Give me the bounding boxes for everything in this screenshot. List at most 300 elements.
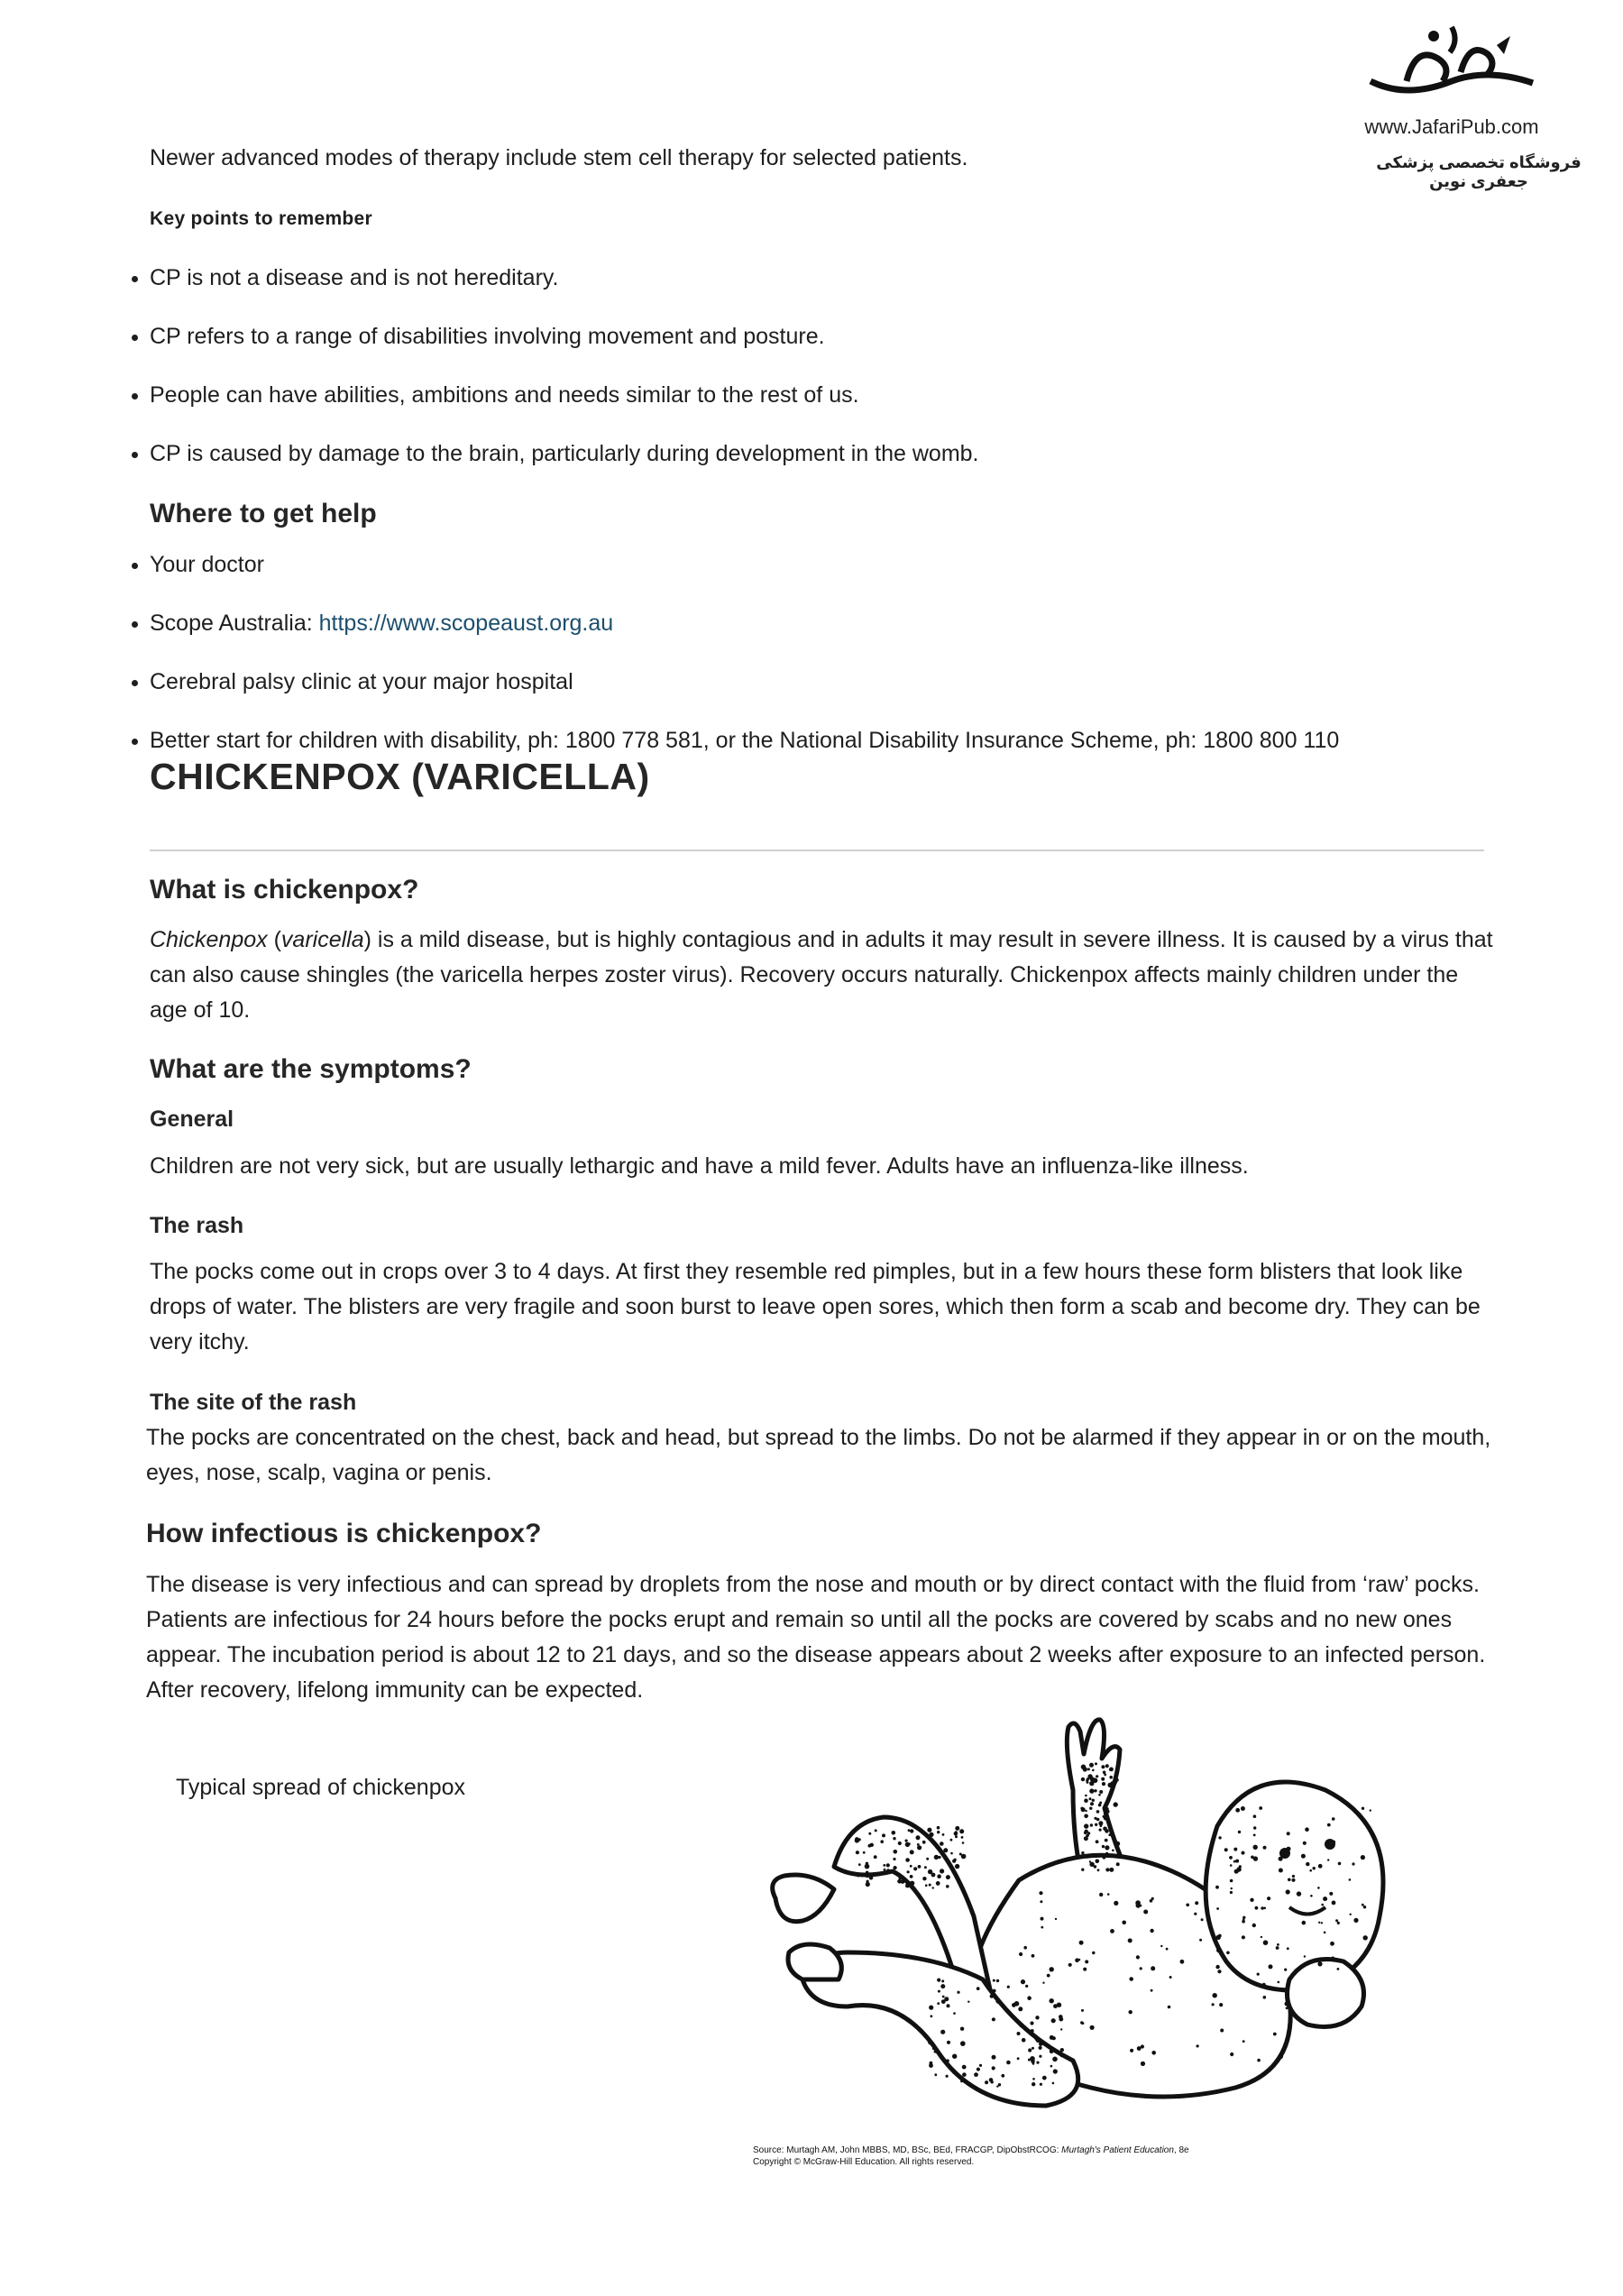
pock-dot: [1217, 1970, 1221, 1973]
pock-dot: [1021, 1979, 1025, 1984]
pock-dot: [910, 1881, 914, 1886]
pock-dot: [1096, 1860, 1100, 1864]
pock-dot: [1220, 2029, 1224, 2033]
pock-dot: [1238, 1831, 1241, 1833]
pock-dot: [1318, 1864, 1323, 1869]
pock-dot: [938, 1847, 940, 1850]
pock-dot: [1279, 1857, 1283, 1861]
pock-dot: [1086, 1834, 1089, 1838]
pock-dot: [934, 2051, 937, 2053]
pock-dot: [886, 1863, 890, 1867]
pock-dot: [1226, 1952, 1230, 1955]
pock-dot: [1253, 1845, 1258, 1850]
pock-dot: [942, 1996, 945, 1998]
pock-dot: [1031, 2029, 1034, 2033]
pock-dot: [1284, 1969, 1287, 1971]
pock-dot: [985, 2080, 988, 2084]
pock-dot: [946, 2059, 949, 2062]
pock-dot: [928, 1869, 932, 1874]
section-divider: [150, 850, 1484, 851]
pock-dot: [1105, 1868, 1109, 1871]
pock-dot: [1263, 1846, 1267, 1850]
pock-dot: [1252, 1924, 1256, 1927]
pock-dot: [1302, 1921, 1307, 1925]
pock-dot: [955, 1835, 958, 1838]
pock-dot: [1080, 2021, 1083, 2024]
pock-dot: [908, 1829, 911, 1832]
pock-dot: [886, 1869, 890, 1872]
pock-dot: [962, 2072, 967, 2077]
pock-dot: [1105, 1845, 1109, 1850]
pock-dot: [1292, 1875, 1295, 1878]
pock-dot: [1039, 1891, 1042, 1895]
pock-dot: [993, 1979, 995, 1982]
pock-dot: [1050, 2065, 1053, 2068]
pock-dot: [1115, 1841, 1120, 1846]
pock-dot: [1017, 2057, 1020, 2060]
pock-dot: [1261, 1906, 1264, 1910]
pock-dot: [1261, 1936, 1262, 1938]
pock-dot: [937, 1826, 940, 1830]
scope-link[interactable]: https://www.scopeaust.org.au: [318, 611, 614, 636]
pock-dot: [1100, 1824, 1103, 1827]
pock-dot: [884, 1869, 886, 1871]
pock-dot: [960, 2041, 966, 2046]
pock-dot: [1102, 1845, 1105, 1848]
pock-dot: [1098, 1794, 1101, 1796]
pock-dot: [1022, 2038, 1026, 2043]
pock-dot: [1034, 2036, 1039, 2041]
pock-dot: [1092, 1952, 1095, 1954]
pock-dot: [863, 1851, 866, 1854]
pock-dot: [1030, 2021, 1033, 2025]
pock-dot: [1018, 2007, 1022, 2011]
pock-dot: [1137, 2046, 1142, 2051]
pock-dot: [1233, 1848, 1237, 1851]
pock-dot: [1035, 2016, 1039, 2019]
pock-dot: [1099, 1829, 1102, 1832]
pock-dot: [1279, 2054, 1283, 2059]
term-chickenpox: Chickenpox: [150, 927, 268, 952]
pock-dot: [1361, 1855, 1365, 1860]
pock-dot: [1032, 2062, 1035, 2065]
pock-dot: [1288, 1878, 1291, 1882]
pock-dot: [1017, 2032, 1021, 2035]
pock-dot: [1089, 1788, 1094, 1793]
pock-dot: [1052, 2036, 1056, 2040]
pock-dot: [1060, 2028, 1062, 2030]
pock-dot: [1277, 1943, 1279, 1946]
pock-dot: [962, 1841, 965, 1844]
pock-dot: [1317, 1961, 1322, 1966]
pock-dot: [1105, 1829, 1109, 1833]
pock-dot: [977, 2068, 980, 2071]
pock-dot: [962, 2065, 967, 2070]
pock-dot: [1305, 1827, 1309, 1832]
pock-dot: [932, 1887, 934, 1888]
pock-dot: [1327, 1823, 1331, 1827]
pock-dot: [952, 2054, 957, 2059]
pock-dot: [1297, 1891, 1301, 1896]
pock-dot: [1081, 1777, 1085, 1781]
pock-dot: [1006, 2061, 1011, 2065]
pock-dot: [1267, 1896, 1270, 1900]
pock-dot: [1219, 2003, 1223, 2007]
pock-dot: [1309, 1869, 1312, 1872]
pock-dot: [1105, 1852, 1109, 1856]
pock-dot: [1213, 1993, 1217, 1998]
pock-dot: [916, 1835, 921, 1840]
pock-dot: [953, 2012, 956, 2015]
pock-dot: [1263, 1996, 1267, 1999]
pock-dot: [1370, 1809, 1371, 1811]
pock-dot: [1087, 1768, 1090, 1770]
pock-dot: [922, 1841, 926, 1844]
pock-dot: [1151, 2051, 1156, 2055]
pock-dot: [1105, 1839, 1108, 1842]
pock-dot: [1169, 1976, 1172, 1979]
pock-dot: [1128, 1938, 1132, 1942]
pock-dot: [1040, 1900, 1042, 1903]
pock-dot: [1101, 1777, 1105, 1781]
pock-dot: [952, 2071, 956, 2074]
rash-heading: The rash: [150, 1213, 244, 1238]
pock-dot: [1231, 1887, 1233, 1889]
pock-dot: [1151, 1989, 1153, 1992]
pock-dot: [901, 1880, 904, 1884]
pock-dot: [1092, 1799, 1095, 1802]
pock-dot: [1362, 1807, 1364, 1810]
pock-dot: [918, 1865, 922, 1869]
pock-dot: [954, 1832, 958, 1836]
pock-dot: [1054, 2051, 1056, 2053]
pock-dot: [1060, 2048, 1064, 2052]
pock-dot: [1368, 1943, 1372, 1948]
pock-dot: [1199, 1939, 1202, 1942]
pock-dot: [1304, 1955, 1306, 1957]
pock-dot: [1229, 1856, 1233, 1860]
pock-dot: [1329, 1892, 1333, 1896]
pock-dot: [955, 1826, 959, 1831]
pock-dot: [1032, 2078, 1035, 2080]
pock-dot: [929, 1884, 931, 1887]
pock-dot: [1317, 1887, 1320, 1889]
logo-tagline: فروشگاه تخصصی پزشکی جعفری نوین: [1376, 153, 1582, 190]
logo-url: www.JafariPub.com: [1364, 115, 1539, 138]
source-book: Murtagh's Patient Education: [1061, 2145, 1174, 2155]
pock-dot: [1089, 1763, 1094, 1768]
pock-dot: [1135, 1900, 1141, 1906]
pock-dot: [1186, 1904, 1189, 1907]
pock-dot: [1084, 1814, 1088, 1819]
pock-dot: [1129, 1977, 1133, 1981]
pock-dot: [1084, 1798, 1088, 1803]
pock-dot: [1114, 1802, 1118, 1806]
source-line: [753, 2144, 1384, 2156]
pock-dot: [1166, 1948, 1169, 1951]
pock-dot: [991, 2080, 994, 2083]
pock-dot: [1151, 1966, 1155, 1970]
pock-dot: [875, 1829, 877, 1832]
pock-dot: [1255, 1906, 1259, 1910]
pock-dot: [1136, 1955, 1140, 1959]
pock-dot: [1014, 2001, 1020, 2007]
pock-dot: [944, 1997, 949, 2001]
pock-dot: [1235, 1808, 1240, 1813]
pock-dot: [1324, 1932, 1326, 1934]
pock-dot: [1032, 2047, 1034, 2050]
pock-dot: [1230, 2053, 1233, 2056]
pock-dot: [899, 1877, 903, 1880]
pock-dot: [1160, 1945, 1162, 1947]
pock-dot: [938, 1990, 940, 1993]
pock-dot: [1053, 2069, 1058, 2073]
pock-dot: [1090, 1802, 1094, 1805]
pock-dot: [1047, 1974, 1050, 1978]
pock-dot: [1081, 1851, 1084, 1854]
pock-dot: [1097, 1869, 1100, 1871]
pock-dot: [866, 1882, 870, 1887]
pock-dot: [934, 2073, 937, 2076]
pock-dot: [1089, 1860, 1091, 1862]
pock-dot: [1197, 2044, 1199, 2047]
pock-dot: [1052, 2057, 1058, 2062]
what-is-heading: What is chickenpox?: [150, 875, 419, 905]
pock-dot: [1150, 1899, 1153, 1903]
pock-dot: [1242, 1920, 1245, 1924]
pock-dot: [869, 1876, 874, 1880]
pock-dot: [947, 2041, 950, 2044]
pock-dot: [1263, 1940, 1269, 1945]
pock-dot: [1216, 1907, 1219, 1910]
pock-dot: [992, 2066, 995, 2070]
pock-dot: [908, 1842, 911, 1845]
pock-dot: [961, 1854, 967, 1860]
pock-dot: [1212, 2003, 1215, 2006]
pock-dot: [882, 1833, 885, 1837]
pock-dot: [870, 1843, 874, 1847]
pock-dot: [1352, 1862, 1354, 1865]
pock-dot: [950, 1852, 953, 1855]
pock-dot: [979, 2064, 982, 2067]
pock-dot: [1362, 1904, 1364, 1906]
pock-dot: [977, 1987, 980, 1990]
pock-dot: [1020, 2024, 1023, 2027]
pock-dot: [893, 1837, 895, 1840]
pock-dot: [880, 1840, 884, 1843]
help-item-scope: [150, 608, 613, 638]
pock-dot: [905, 1884, 910, 1888]
pock-dot: [907, 1870, 910, 1873]
pock-dot: [1094, 1789, 1096, 1792]
pock-dot: [1287, 1947, 1289, 1950]
pock-dot: [946, 1885, 949, 1888]
pock-dot: [932, 2047, 935, 2050]
pock-dot: [1230, 1879, 1233, 1883]
pock-dot: [941, 1979, 944, 1982]
pock-dot: [1303, 1841, 1307, 1845]
infectious-text: The disease is very infectious and can spread by droplets from the nose and mouth or by direct contact with the fluid from ‘raw’ pocks. Patients are infectious for 24 hours before the pocks erupt and remain so until all the pocks are covered by scabs and no new ones appear. The incubation period is about 12 to 21 days, and so the disease appears about 2 weeks after exposure to an infected person. After recovery, lifelong immunity can be expected.: [146, 1572, 1486, 1703]
pock-dot: [937, 2002, 940, 2005]
key-point-item: People can have abilities, ambitions and needs similar to the rest of us.: [150, 380, 859, 410]
pock-dot: [1105, 1807, 1109, 1811]
pock-dot: [1050, 2050, 1054, 2054]
pock-dot: [894, 1866, 897, 1869]
pock-dot: [1083, 1968, 1087, 1971]
what-is-text: [150, 923, 1493, 1028]
pock-dot: [1278, 1981, 1280, 1984]
pock-dot: [961, 1836, 964, 1839]
pock-dot: [940, 1984, 945, 1988]
symptoms-heading: What are the symptoms?: [150, 1054, 472, 1084]
pock-dot: [1242, 1916, 1245, 1919]
pock-dot: [1122, 1921, 1126, 1925]
pock-dot: [1349, 1878, 1352, 1881]
pock-dot: [1338, 1862, 1342, 1866]
pock-dot: [1130, 2049, 1133, 2053]
pock-dot: [1099, 1790, 1103, 1794]
figure-caption: Typical spread of chickenpox: [176, 1775, 466, 1800]
pock-dot: [1105, 1764, 1109, 1768]
source-authors: Source: Murtagh AM, John MBBS, MD, BSc, BEd, FRACGP, DipObstRCOG:: [753, 2145, 1062, 2155]
pock-dot: [1321, 1904, 1324, 1906]
pock-dot: [1253, 1814, 1257, 1818]
pock-dot: [1353, 1918, 1358, 1923]
pock-dot: [1116, 1862, 1120, 1866]
pock-dot: [1051, 2018, 1056, 2023]
stem-cell-text: Newer advanced modes of therapy include stem cell therapy for selected patients.: [150, 145, 968, 170]
pock-dot: [1079, 1941, 1084, 1945]
pock-dot: [1101, 1765, 1105, 1768]
pock-dot: [937, 1979, 940, 1982]
key-point-item: CP is not a disease and is not hereditary.: [150, 262, 559, 293]
pock-dot: [943, 1848, 948, 1852]
pock-dot: [934, 1855, 939, 1860]
pock-dot: [1239, 1865, 1242, 1868]
pock-dot: [857, 1875, 859, 1877]
pock-dot: [1028, 2059, 1031, 2062]
pock-dot: [1201, 1918, 1204, 1921]
pock-dot: [1350, 1914, 1352, 1915]
pock-dot: [1007, 1986, 1010, 1988]
pock-dot: [1150, 1929, 1153, 1933]
source-edition: , 8e: [1173, 2145, 1189, 2155]
pock-dot: [1335, 1919, 1338, 1922]
pock-dot: [858, 1838, 861, 1841]
pock-dot: [1041, 1926, 1043, 1929]
pock-dot: [1095, 1823, 1097, 1826]
key-point-item: CP is caused by damage to the brain, particularly during development in the womb.: [150, 438, 979, 469]
pock-dot: [1055, 1918, 1057, 1920]
pock-dot: [1039, 2042, 1043, 2046]
pock-dot: [1286, 1889, 1290, 1894]
pock-dot: [1257, 2059, 1261, 2062]
pock-dot: [1085, 1830, 1088, 1833]
pock-dot: [1104, 1813, 1107, 1816]
pock-dot: [1230, 1891, 1233, 1894]
pock-dot: [910, 1829, 913, 1832]
pock-dot: [1140, 1967, 1142, 1970]
pock-dot: [1263, 1907, 1266, 1910]
term-varicella: varicella: [280, 927, 364, 952]
pock-dot: [1027, 1996, 1032, 2000]
pock-dot: [1363, 1906, 1366, 1908]
pock-dot: [1085, 1810, 1087, 1812]
pock-dot: [955, 1864, 959, 1869]
pock-dot: [1333, 1841, 1336, 1844]
pock-dot: [1087, 1774, 1092, 1778]
pock-dot: [929, 2063, 933, 2068]
pock-dot: [960, 2027, 964, 2031]
scope-label: Scope Australia:: [150, 611, 319, 636]
pock-dot: [992, 2055, 996, 2060]
help-item-doctor: Your doctor: [150, 549, 264, 580]
pock-dot: [910, 1865, 912, 1868]
infectious-heading: How infectious is chickenpox?: [146, 1519, 542, 1548]
pock-dot: [1099, 1893, 1103, 1896]
pock-dot: [1279, 1869, 1283, 1873]
pock-dot: [1019, 1952, 1022, 1956]
pock-dot: [960, 2080, 963, 2083]
pock-dot: [1107, 1893, 1110, 1896]
pock-dot: [1114, 1780, 1117, 1784]
pock-dot: [967, 2001, 969, 2003]
pock-dot: [1023, 1946, 1027, 1950]
pock-dot: [1110, 1929, 1114, 1933]
pock-dot: [1028, 2048, 1032, 2052]
pock-dot: [1086, 1855, 1089, 1859]
pock-dot: [936, 1881, 940, 1886]
help-item-clinic: Cerebral palsy clinic at your major hospital: [150, 666, 573, 697]
pock-dot: [1250, 1898, 1253, 1902]
pock-dot: [928, 2040, 932, 2044]
pock-dot: [1276, 1946, 1279, 1950]
pock-dot: [898, 1841, 902, 1845]
pock-dot: [974, 2072, 978, 2077]
pock-dot: [1080, 1807, 1083, 1810]
pock-dot: [1103, 1856, 1106, 1860]
pock-dot: [883, 1864, 885, 1867]
pock-dot: [947, 2004, 950, 2007]
help-heading: Where to get help: [150, 499, 377, 528]
pock-dot: [998, 2083, 1001, 2086]
pock-dot: [1089, 1807, 1092, 1810]
general-heading: General: [150, 1107, 234, 1132]
pock-dot: [1241, 1806, 1245, 1811]
pock-dot: [1092, 1769, 1095, 1772]
pock-dot: [1109, 1768, 1114, 1772]
pock-dot: [929, 2006, 933, 2010]
pock-dot: [922, 1877, 926, 1880]
pock-dot: [910, 1850, 914, 1854]
pock-dot: [1330, 1942, 1334, 1946]
pock-dot: [1103, 1815, 1105, 1818]
pock-dot: [1313, 1867, 1316, 1869]
pock-dot: [1040, 2083, 1042, 2086]
pock-dot: [1306, 1862, 1309, 1866]
pock-dot: [1032, 1954, 1035, 1958]
pock-dot: [1323, 1896, 1327, 1901]
pock-dot: [1039, 2055, 1041, 2058]
pock-dot: [1083, 1767, 1087, 1771]
pock-dot: [1001, 2074, 1004, 2078]
help-item-disability: Better start for children with disability, ph: 1800 778 581, or the National Disability Insurance Scheme, ph: 1800 800 110: [150, 725, 1502, 756]
pock-dot: [1318, 1922, 1320, 1924]
figure-source: [753, 2144, 1384, 2168]
page-title: CHICKENPOX (VARICELLA): [150, 756, 650, 797]
pock-dot: [858, 1863, 861, 1866]
pock-dot: [1269, 1964, 1273, 1969]
